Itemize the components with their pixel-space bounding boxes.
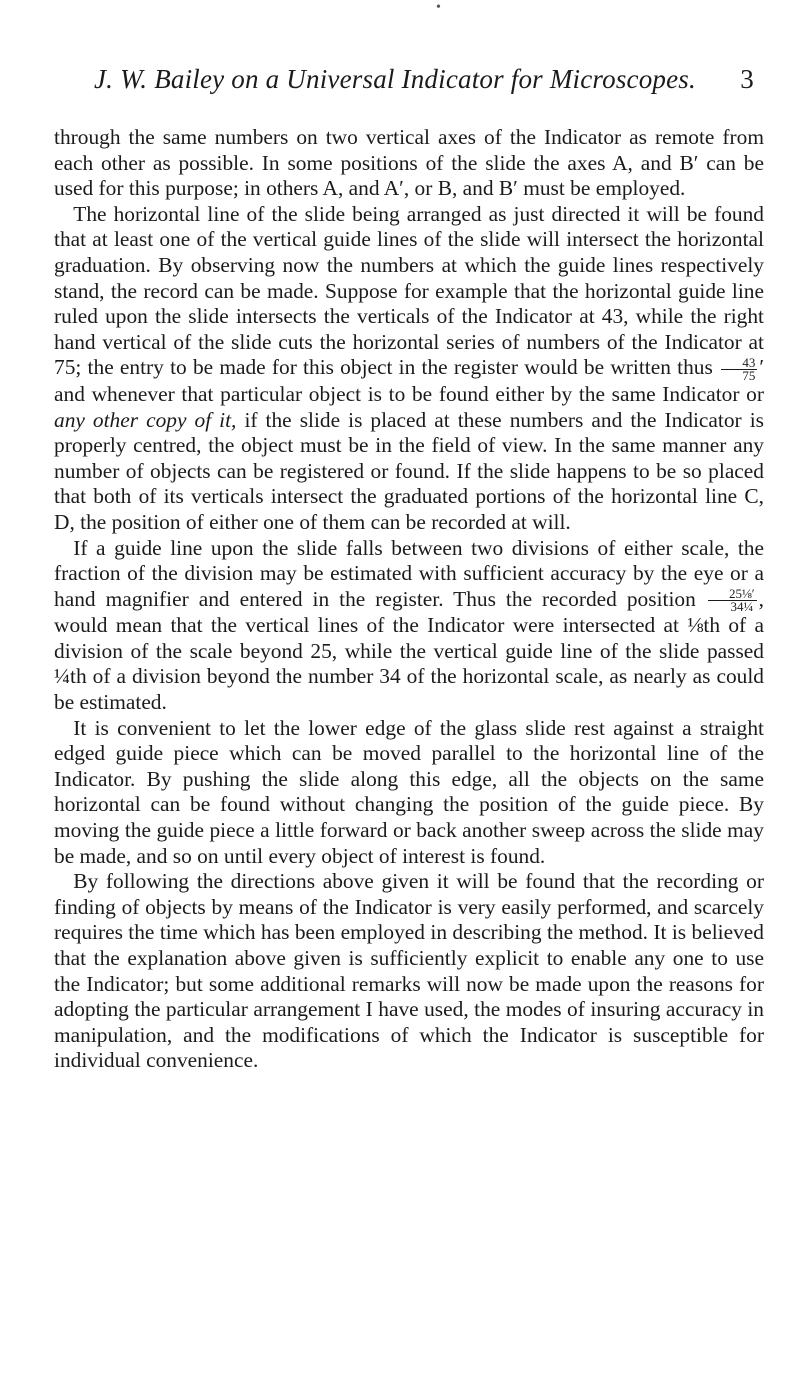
italic-phrase: any other copy of it, — [54, 407, 237, 432]
fraction-numerator: 43 — [721, 357, 757, 370]
stray-ink-mark: • — [436, 0, 441, 15]
paragraph-text: and whenever that particular object is to be found either by the same Indicator or — [54, 381, 764, 406]
paragraph-text: It is convenient to let the lower edge of the glass slide rest against a straight edged guide piece which can be moved parallel to the horizontal line of the Indicator. By pushing the slide along this edge, all the objects on the same horizontal can be found without changing the position of the guide piece. By moving the guide piece a little forward or back another sweep across the slide may be made, and so on until every object of interest is found. — [54, 715, 764, 868]
running-head — [94, 64, 754, 104]
paragraph-text: , would mean that the vertical lines of the Indicator were intersected at ⅛th of a division of the scale beyond 25, while the vertical guide line of the slide passed ¼th of a division beyond the number 34 of the horizontal scale, as nearly as could be estimated. — [54, 586, 764, 715]
paragraph-5 — [54, 869, 764, 1074]
paragraph-4 — [54, 716, 764, 870]
paragraph-text: through the same numbers on two vertical axes of the Indicator as remote from each other as possible. In some positions of the slide the axes A, and B′ can be used for this purpose; in others A, and A′, or B, and B′ must be employed. — [54, 125, 764, 201]
fraction-numerator: 25⅛′ — [708, 588, 757, 601]
paragraph-text: The horizontal line of the slide being arranged as just directed it will be found that at least one of the vertical guide lines of the slide will intersect the horizontal graduation. By observing now the numbers at which the guide lines respectively stand, the record can be made. Suppose for example that the horizontal guide line ruled upon the slide intersects the verticals of the Indicator at 43, while the right hand vertical of the slide cuts the horizontal series of numbers of the Indicator at 75; the entry to be made for this object in the register would be written thus — [54, 201, 764, 380]
paragraph-2 — [54, 202, 764, 536]
body-text — [54, 125, 764, 1074]
paragraph-1 — [54, 125, 764, 202]
paragraph-text: If a guide line upon the slide falls between two divisions of either scale, the fraction of the division may be estimated with sufficient accuracy by the eye or a hand magnifier and entered in the register. Thus the recorded position — [54, 535, 764, 611]
paragraph-3 — [54, 536, 764, 716]
paragraph-text: By following the directions above given it will be found that the recording or finding of objects by means of the Indicator is very easily performed, and scarcely requires the time which has been employed in describing the method. It is believed that the explanation above given is sufficiently explicit to enable any one to use the Indicator; but some additional remarks will now be made upon the reasons for adopting the particular arrangement I have used, the modes of insuring accuracy in manipulation, and the modifications of which the Indicator is susceptible for individual convenience. — [54, 869, 764, 1073]
paragraph-text: if the slide is placed at these numbers and the Indicator is properly centred, the object must be in the field of view. In the same manner any number of objects can be registered or found. If the slide happens to be so placed that both of its verticals intersect the graduated portions of the horizontal line C, D, the position of either one of them can be recorded at will. — [54, 407, 764, 534]
running-head-title: J. W. Bailey on a Universal Indicator for Microscopes. — [94, 64, 696, 94]
register-entry-fraction — [721, 354, 757, 383]
page-number: 3 — [740, 64, 754, 94]
fraction-prime: ′ — [759, 355, 764, 380]
fraction-denominator: 34¼ — [730, 599, 754, 615]
recorded-position-fraction — [708, 588, 757, 613]
fraction-denominator: 75 — [742, 367, 756, 383]
